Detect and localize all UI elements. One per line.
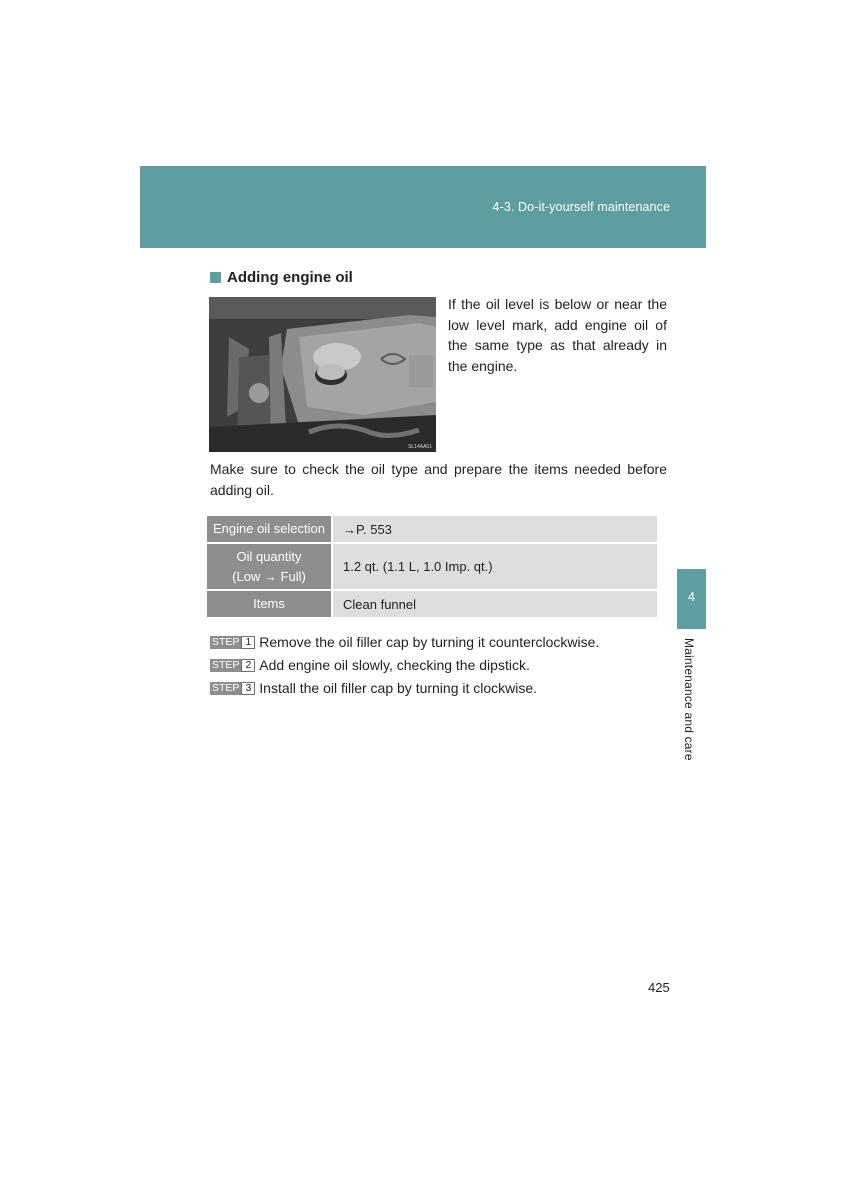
table-row: [207, 516, 657, 542]
section-heading-text: Adding engine oil: [227, 269, 353, 286]
body-paragraph: Make sure to check the oil type and prepare the items needed before adding oil.: [210, 461, 667, 498]
square-bullet-icon: [210, 272, 221, 283]
chapter-header-title: 4-3. Do-it-yourself maintenance: [492, 200, 670, 214]
step-word: STEP: [212, 682, 240, 694]
table-value-cell: Clean funnel: [331, 591, 657, 617]
step-text: Remove the oil filler cap by turning it counterclockwise.: [259, 634, 600, 650]
table-label-line: Oil quantity: [236, 548, 302, 564]
table-label-cell: Engine oil selection: [207, 516, 331, 542]
step-word: STEP: [212, 636, 240, 648]
chapter-header-band: [140, 166, 706, 248]
step-number: 2: [241, 659, 255, 672]
step-badge: [210, 636, 255, 649]
table-value-cell: →P. 553: [331, 516, 657, 542]
table-label-cell: Items: [207, 591, 331, 617]
step-text: Install the oil filler cap by turning it clockwise.: [259, 680, 538, 696]
step-item: [210, 654, 599, 677]
step-text: Add engine oil slowly, checking the dipstick.: [259, 657, 530, 673]
oil-spec-table: [207, 514, 657, 619]
step-badge: [210, 682, 255, 695]
table-row: [207, 591, 657, 617]
chapter-side-tab: 4: [677, 569, 706, 629]
step-list: [210, 631, 599, 700]
table-label-line: (Low → Full): [232, 568, 306, 584]
intro-paragraph: If the oil level is below or near the low level mark, add engine oil of the same type as that already in the engine.: [448, 296, 667, 374]
figure-code: SL14AA01: [408, 444, 432, 450]
table-label-cell: [207, 544, 331, 589]
table-row: [207, 544, 657, 589]
page-number: 425: [648, 980, 670, 995]
table-value-cell: 1.2 qt. (1.1 L, 1.0 Imp. qt.): [331, 544, 657, 589]
step-item: [210, 677, 599, 700]
step-badge: [210, 659, 255, 672]
chapter-side-label: Maintenance and care: [682, 638, 696, 761]
section-heading: [210, 269, 353, 286]
step-item: [210, 631, 599, 654]
engine-bay-illustration: [209, 297, 436, 452]
step-number: 3: [241, 682, 255, 695]
engine-bay-photo: [209, 297, 436, 452]
step-number: 1: [241, 636, 255, 649]
step-word: STEP: [212, 659, 240, 671]
